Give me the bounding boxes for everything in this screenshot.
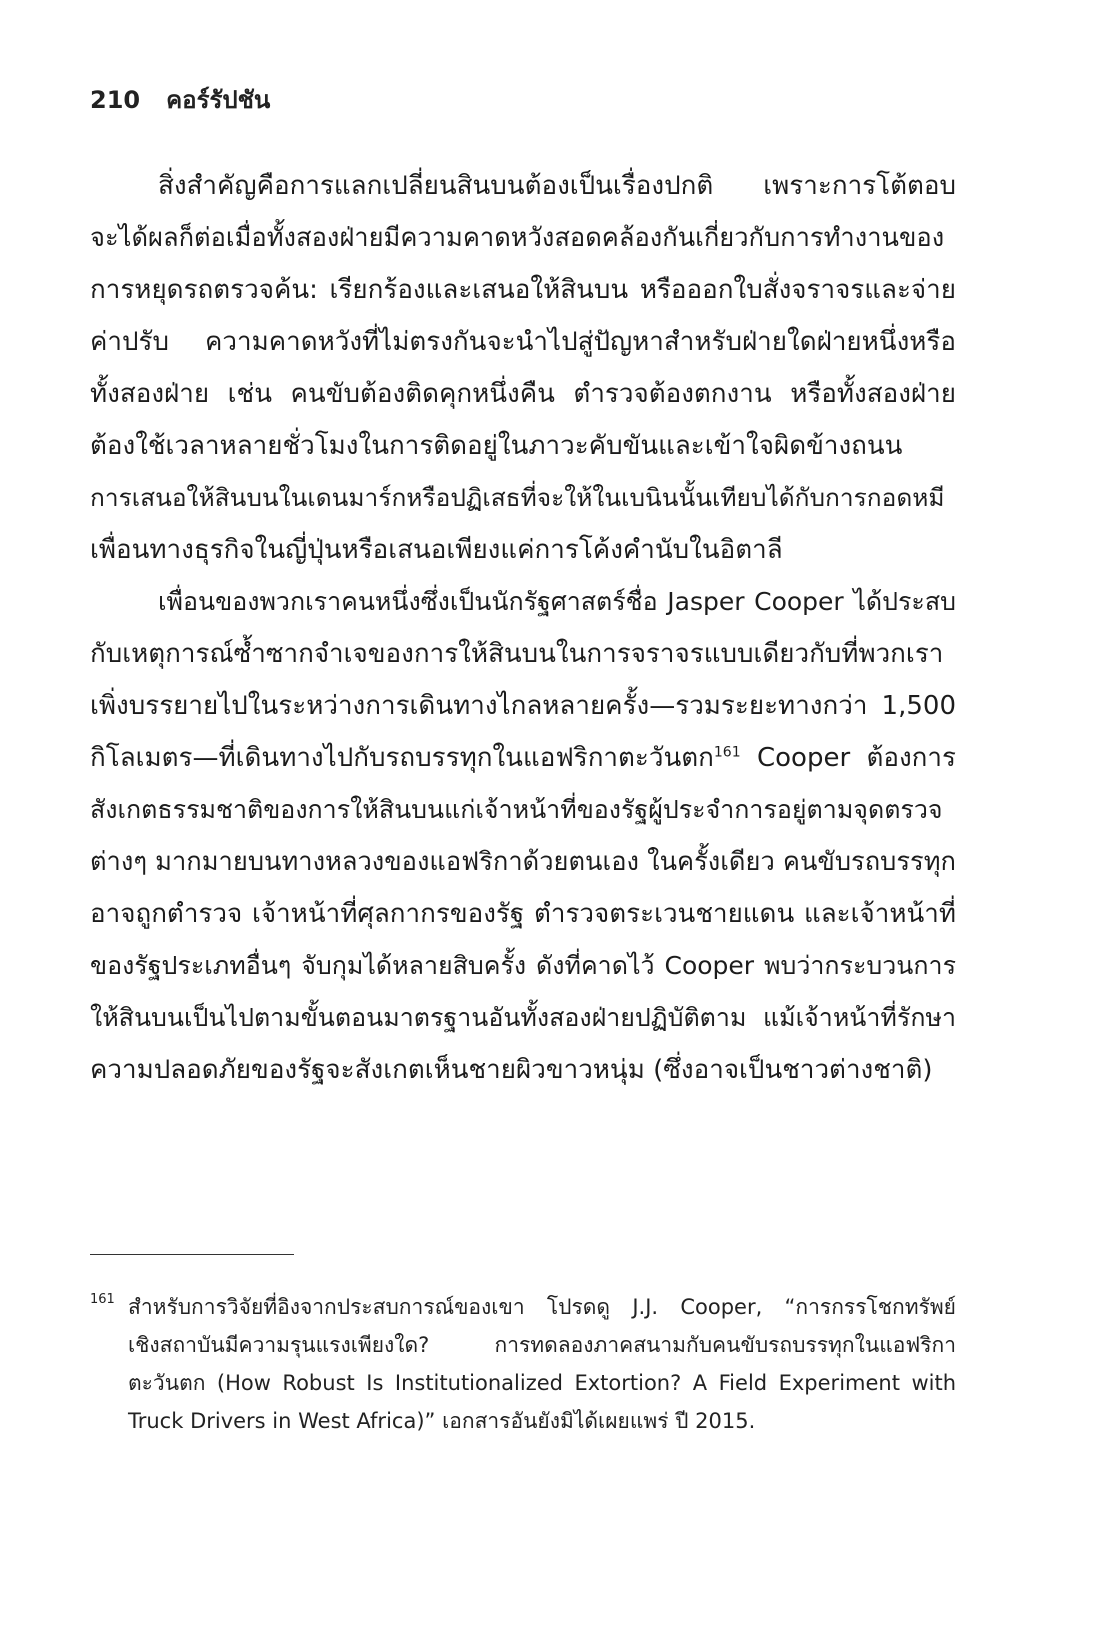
body-line-with-footnote-ref: [90, 732, 956, 784]
footnote-separator: [90, 1254, 294, 1255]
body-line-part: กิโลเมตร—ที่เดินทางไปกับรถบรรทุกในแอฟริกาตะวันตก: [90, 743, 714, 773]
footnote-line: Truck Drivers in West Africa)” เอกสารอันยังมิได้เผยแพร่ ปี 2015.: [128, 1409, 756, 1433]
body-line: สิ่งสำคัญคือการแลกเปลี่ยนสินบนต้องเป็นเรื่องปกติ เพราะการโต้ตอบ: [158, 171, 956, 201]
body-line: ของรัฐประเภทอื่นๆ จับกุมได้หลายสิบครั้ง ดังที่คาดไว้ Cooper พบว่ากระบวนการ: [90, 951, 956, 980]
body-line: ทั้งสองฝ่าย เช่น คนขับต้องติดคุกหนึ่งคืน ตำรวจต้องตกงาน หรือทั้งสองฝ่าย: [90, 379, 956, 409]
body-line: ให้สินบนเป็นไปตามขั้นตอนมาตรฐานอันทั้งสองฝ่ายปฏิบัติตาม แม้เจ้าหน้าที่รักษา: [90, 1003, 956, 1032]
body-text: [90, 160, 956, 1096]
footnote-text: สำหรับการวิจัยที่อิงจากประสบการณ์ของเขา โปรดดู J.J. Cooper, “การกรรโชกทรัพย์: [128, 1295, 956, 1319]
body-line: เพื่อนของพวกเราคนหนึ่งซึ่งเป็นนักรัฐศาสตร์ชื่อ Jasper Cooper ได้ประสบ: [158, 587, 956, 616]
body-line-part: Cooper ต้องการ: [740, 743, 956, 773]
body-line: จะได้ผลก็ต่อเมื่อทั้งสองฝ่ายมีความคาดหวังสอดคล้องกันเกี่ยวกับการทำงานของ: [90, 223, 945, 253]
footnote-line: [90, 1288, 956, 1326]
body-line: เพิ่งบรรยายไปในระหว่างการเดินทางไกลหลายครั้ง—รวมระยะทางกว่า 1,500: [90, 691, 956, 721]
footnote-line: เชิงสถาบันมีความรุนแรงเพียงใด? การทดลองภาคสนามกับคนขับรถบรรทุกในแอฟริกา: [128, 1333, 956, 1357]
running-title: คอร์รัปชัน: [166, 86, 271, 114]
footnote-reference[interactable]: 161: [713, 744, 741, 761]
body-line: อาจถูกตำรวจ เจ้าหน้าที่ศุลกากรของรัฐ ตำรวจตระเวนชายแดน และเจ้าหน้าที่: [90, 899, 956, 929]
page-number: 210: [90, 86, 141, 114]
body-line: ความปลอดภัยของรัฐจะสังเกตเห็นชายผิวขาวหนุ่ม (ซึ่งอาจเป็นชาวต่างชาติ): [90, 1055, 933, 1085]
body-line: ต้องใช้เวลาหลายชั่วโมงในการติดอยู่ในภาวะคับขันและเข้าใจผิดข้างถนน: [90, 431, 903, 461]
body-line: การหยุดรถตรวจค้น: เรียกร้องและเสนอให้สินบน หรือออกใบสั่งจราจรและจ่าย: [90, 275, 956, 305]
body-line: ค่าปรับ ความคาดหวังที่ไม่ตรงกันจะนำไปสู่ปัญหาสำหรับฝ่ายใดฝ่ายหนึ่งหรือ: [90, 327, 956, 357]
footnote-line: ตะวันตก (How Robust Is Institutionalized Extortion? A Field Experiment with: [128, 1371, 956, 1395]
footnote-161: [90, 1288, 956, 1440]
footnote-marker: 161: [90, 1292, 115, 1307]
body-line: ต่างๆ มากมายบนทางหลวงของแอฟริกาด้วยตนเอง ในครั้งเดียว คนขับรถบรรทุก: [90, 847, 956, 877]
body-line: การเสนอให้สินบนในเดนมาร์กหรือปฏิเสธที่จะให้ในเบนินนั้นเทียบได้กับการกอดหมี: [90, 483, 945, 512]
body-line: กับเหตุการณ์ซ้ำซากจำเจของการให้สินบนในการจราจรแบบเดียวกับที่พวกเรา: [90, 639, 944, 669]
body-line: เพื่อนทางธุรกิจในญี่ปุ่นหรือเสนอเพียงแค่การโค้งคำนับในอิตาลี: [90, 535, 783, 565]
running-head: [90, 80, 270, 119]
body-line: สังเกตธรรมชาติของการให้สินบนแก่เจ้าหน้าที่ของรัฐผู้ประจำการอยู่ตามจุดตรวจ: [90, 795, 943, 824]
